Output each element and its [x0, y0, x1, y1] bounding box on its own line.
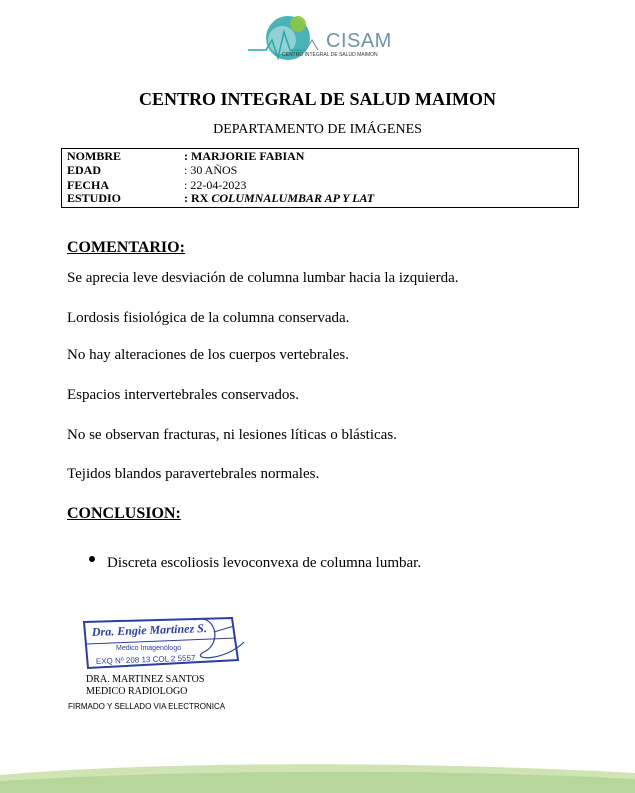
comentario-line: Se aprecia leve desviación de columna lumbar hacia la izquierda.	[67, 270, 459, 286]
patient-name-row	[67, 149, 304, 163]
department-title: DEPARTAMENTO DE IMÁGENES	[213, 122, 422, 137]
patient-study-row	[67, 191, 374, 205]
name-label: NOMBRE	[67, 149, 121, 163]
bullet-icon	[89, 556, 95, 562]
patient-info-box	[61, 148, 579, 208]
logo-name: CISAM	[326, 30, 392, 52]
logo-tagline: CENTRO INTEGRAL DE SALUD MAIMON	[282, 52, 378, 58]
stamp-role: Medico Imagenólogo	[116, 645, 181, 652]
comentario-heading: COMENTARIO:	[67, 239, 185, 256]
study-label: ESTUDIO	[67, 191, 122, 205]
signed-note: FIRMADO Y SELLADO VIA ELECTRONICA	[68, 702, 226, 711]
doctor-name: DRA. MARTINEZ SANTOS	[86, 674, 205, 685]
comentario-line: Lordosis fisiológica de la columna conservada.	[67, 310, 350, 326]
doctor-role: MEDICO RADIOLOGO	[86, 686, 188, 697]
stamp-ids: EXQ Nº 208 13 COL 2 5557	[95, 653, 196, 666]
patient-date-row	[67, 178, 246, 192]
conclusion-item: Discreta escoliosis levoconvexa de columna lumbar.	[107, 555, 422, 571]
patient-age-row	[67, 163, 237, 177]
age-value: : 30 AÑOS	[184, 163, 238, 177]
age-label: EDAD	[67, 163, 102, 177]
date-label: FECHA	[67, 178, 109, 192]
date-value: : 22-04-2023	[184, 178, 247, 192]
footer-decoration	[0, 753, 635, 793]
comentario-line: Tejidos blandos paravertebrales normales.	[67, 466, 320, 482]
comentario-line: Espacios intervertebrales conservados.	[67, 387, 299, 403]
signature-stamp	[74, 612, 254, 674]
study-value	[184, 191, 374, 205]
comentario-line: No se observan fracturas, ni lesiones líticas o blásticas.	[67, 427, 397, 443]
study-name: COLUMNALUMBAR AP Y LAT	[211, 191, 375, 205]
conclusion-heading: CONCLUSION:	[67, 505, 181, 522]
study-prefix: : RX	[184, 191, 212, 205]
report-title: CENTRO INTEGRAL DE SALUD MAIMON	[138, 89, 497, 109]
comentario-line: No hay alteraciones de los cuerpos vertebrales.	[67, 347, 349, 363]
stamp-name: Dra. Engie Martinez S.	[91, 620, 208, 639]
name-value: : MARJORIE FABIAN	[184, 149, 305, 163]
